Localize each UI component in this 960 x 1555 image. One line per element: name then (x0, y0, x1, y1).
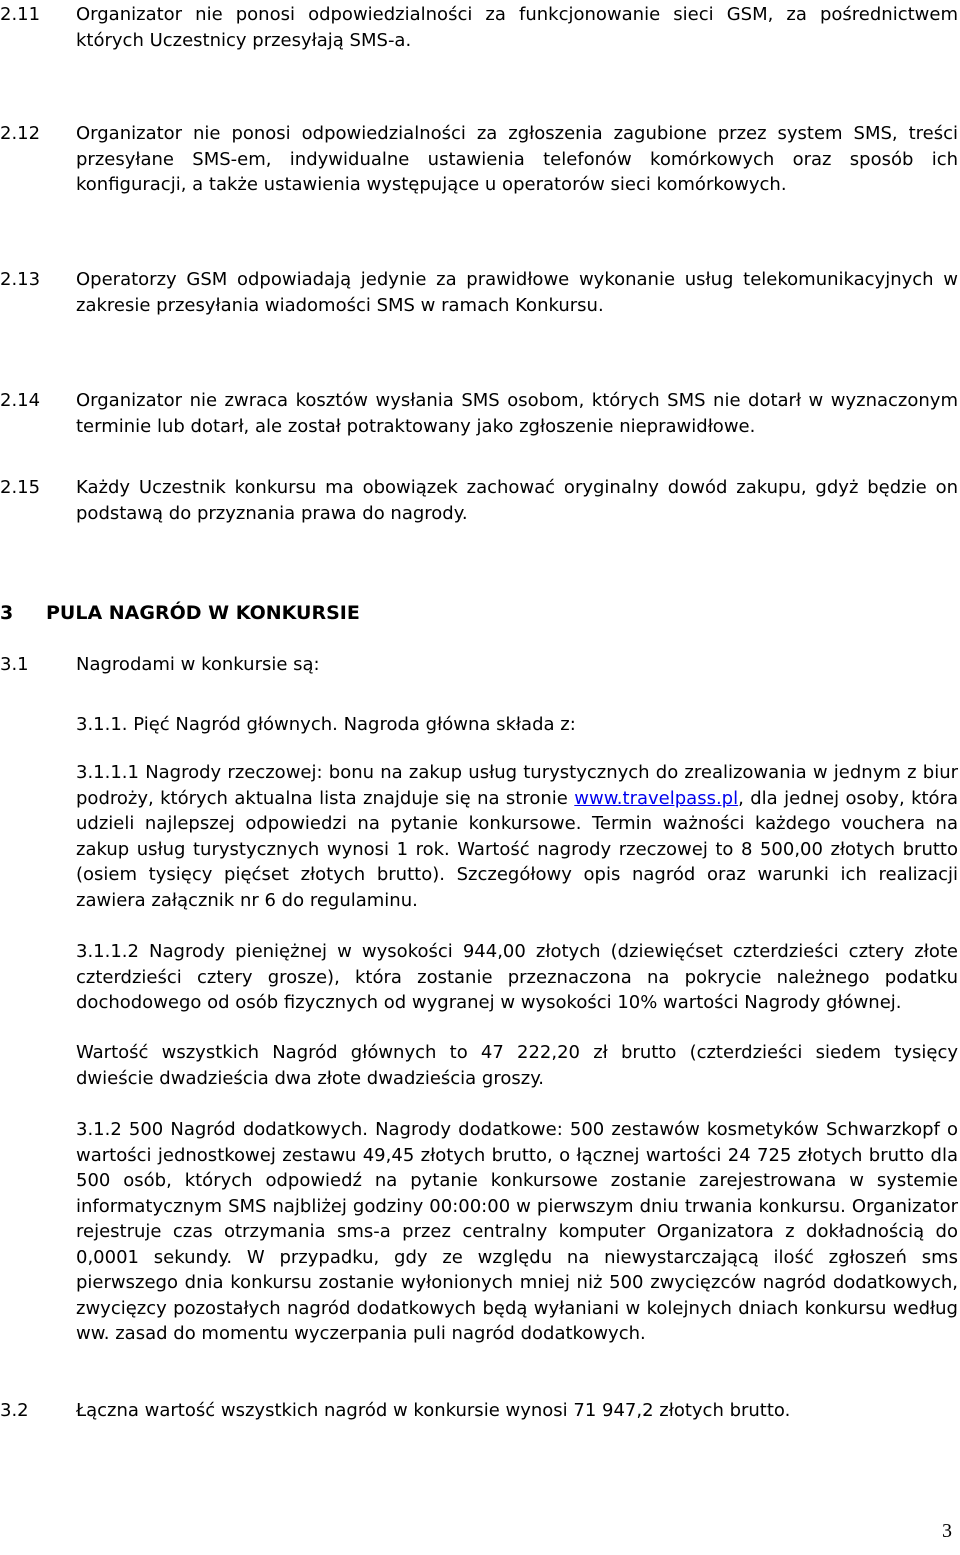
item-text-after-link: , dla jednej osoby, która udzieli najlepszej odpowiedzi na pytanie konkursowe. Termin ważności każdego vouchera na zakup usług turystycznych wynosi 1 rok. Wartość nagrody rzeczowej to 8 500,00 złotych brutto (osiem tysięcy pięćset złotych brutto). Szczegółowy opis nagród oraz warunki ich realizacji zawiera załącznik nr 6 do regulaminu. (76, 787, 959, 911)
item-3-1-2: 3.1.2 500 Nagród dodatkowych. Nagrody dodatkowe: 500 zestawów kosmetyków Schwarzkopf o wartości jednostkowej zestawu 49,45 złotych brutto, o łącznej wartości 24 725 złotych brutto dla 500 osób, których odpowiedź na pytanie konkursowe zostanie zarejestrowana w systemie informatycznym SMS najbliżej godziny 00:00:00 w pierwszym dniu trwania konkursu. Organizator rejestruje czas otrzymania sms-a przez centralny komputer Organizatora z dokładnością do 0,0001 sekundy. W przypadku, gdy ze względu na niewystarczającą ilość zgłoszeń sms pierwszego dnia konkursu zostanie wyłonionych mniej niż 500 zwycięzców nagród dodatkowych, zwycięzcy pozostałych nagród dodatkowych będą wyłaniani w kolejnych dniach konkursu według ww. zasad do momentu wyczerpania puli nagród dodatkowych. (76, 1119, 958, 1344)
section-text: Nagrodami w konkursie są: (76, 654, 320, 675)
section-number: 3.1 (0, 654, 29, 675)
section-number: 2.12 (0, 123, 41, 144)
section-2-15 (0, 475, 958, 526)
section-number: 2.11 (0, 4, 41, 25)
heading-number: 3 (0, 602, 14, 624)
item-3-1-1-1 (76, 760, 958, 913)
section-text: Operatorzy GSM odpowiadają jedynie za prawidłowe wykonanie usług telekomunikacyjnych w zakresie przesyłania wiadomości SMS w ramach Konkursu. (76, 269, 958, 316)
travelpass-link[interactable]: www.travelpass.pl (574, 787, 739, 809)
section-2-13 (0, 267, 958, 318)
heading-title: PULA NAGRÓD W KONKURSIE (46, 602, 360, 624)
section-number: 2.15 (0, 477, 41, 498)
item-text-before-link: 3.1.1.1 Nagrody rzeczowej: bonu na zakup usług turystycznych do zrealizowania w jednym z biur podroży, których aktualna lista znajduje się na stronie (76, 762, 958, 809)
page-number: 3 (942, 1520, 952, 1542)
section-2-12 (0, 121, 958, 198)
section-text: Łączna wartość wszystkich nagród w konkursie wynosi 71 947,2 złotych brutto. (76, 1400, 791, 1421)
section-heading (0, 600, 360, 626)
section-2-11 (0, 2, 958, 53)
item-3-1-1: 3.1.1. Pięć Nagród głównych. Nagroda główna składa z: (76, 714, 576, 735)
section-3-2 (0, 1398, 958, 1424)
section-3-1 (0, 652, 958, 678)
section-text: Organizator nie ponosi odpowiedzialności za zgłoszenia zagubione przez system SMS, treści przesyłane SMS-em, indywidualne ustawienia telefonów komórkowych oraz sposób ich konfiguracji, a także ustawienia występujące u operatorów sieci komórkowych. (76, 123, 958, 195)
total-main-prizes: Wartość wszystkich Nagród głównych to 47 222,20 zł brutto (czterdzieści siedem tysięcy dwieście dwadzieścia dwa złote dwadzieścia groszy. (76, 1042, 958, 1089)
section-number: 2.13 (0, 269, 41, 290)
section-2-14 (0, 388, 958, 439)
section-text: Organizator nie zwraca kosztów wysłania SMS osobom, których SMS nie dotarł w wyznaczonym terminie lub dotarł, ale został potraktowany jako zgłoszenie nieprawidłowe. (76, 390, 958, 437)
section-text: Każdy Uczestnik konkursu ma obowiązek zachować oryginalny dowód zakupu, gdyż będzie on podstawą do przyznania prawa do nagrody. (76, 477, 958, 524)
section-number: 2.14 (0, 390, 41, 411)
section-text: Organizator nie ponosi odpowiedzialności za funkcjonowanie sieci GSM, za pośrednictwem których Uczestnicy przesyłają SMS-a. (76, 4, 958, 51)
item-3-1-1-2: 3.1.1.2 Nagrody pieniężnej w wysokości 944,00 złotych (dziewięćset czterdzieści cztery złote czterdzieści cztery grosze), która zostanie przeznaczona na pokrycie należnego podatku dochodowego od osób fizycznych od wygranej w wysokości 10% wartości Nagrody głównej. (76, 941, 958, 1013)
section-number: 3.2 (0, 1400, 29, 1421)
